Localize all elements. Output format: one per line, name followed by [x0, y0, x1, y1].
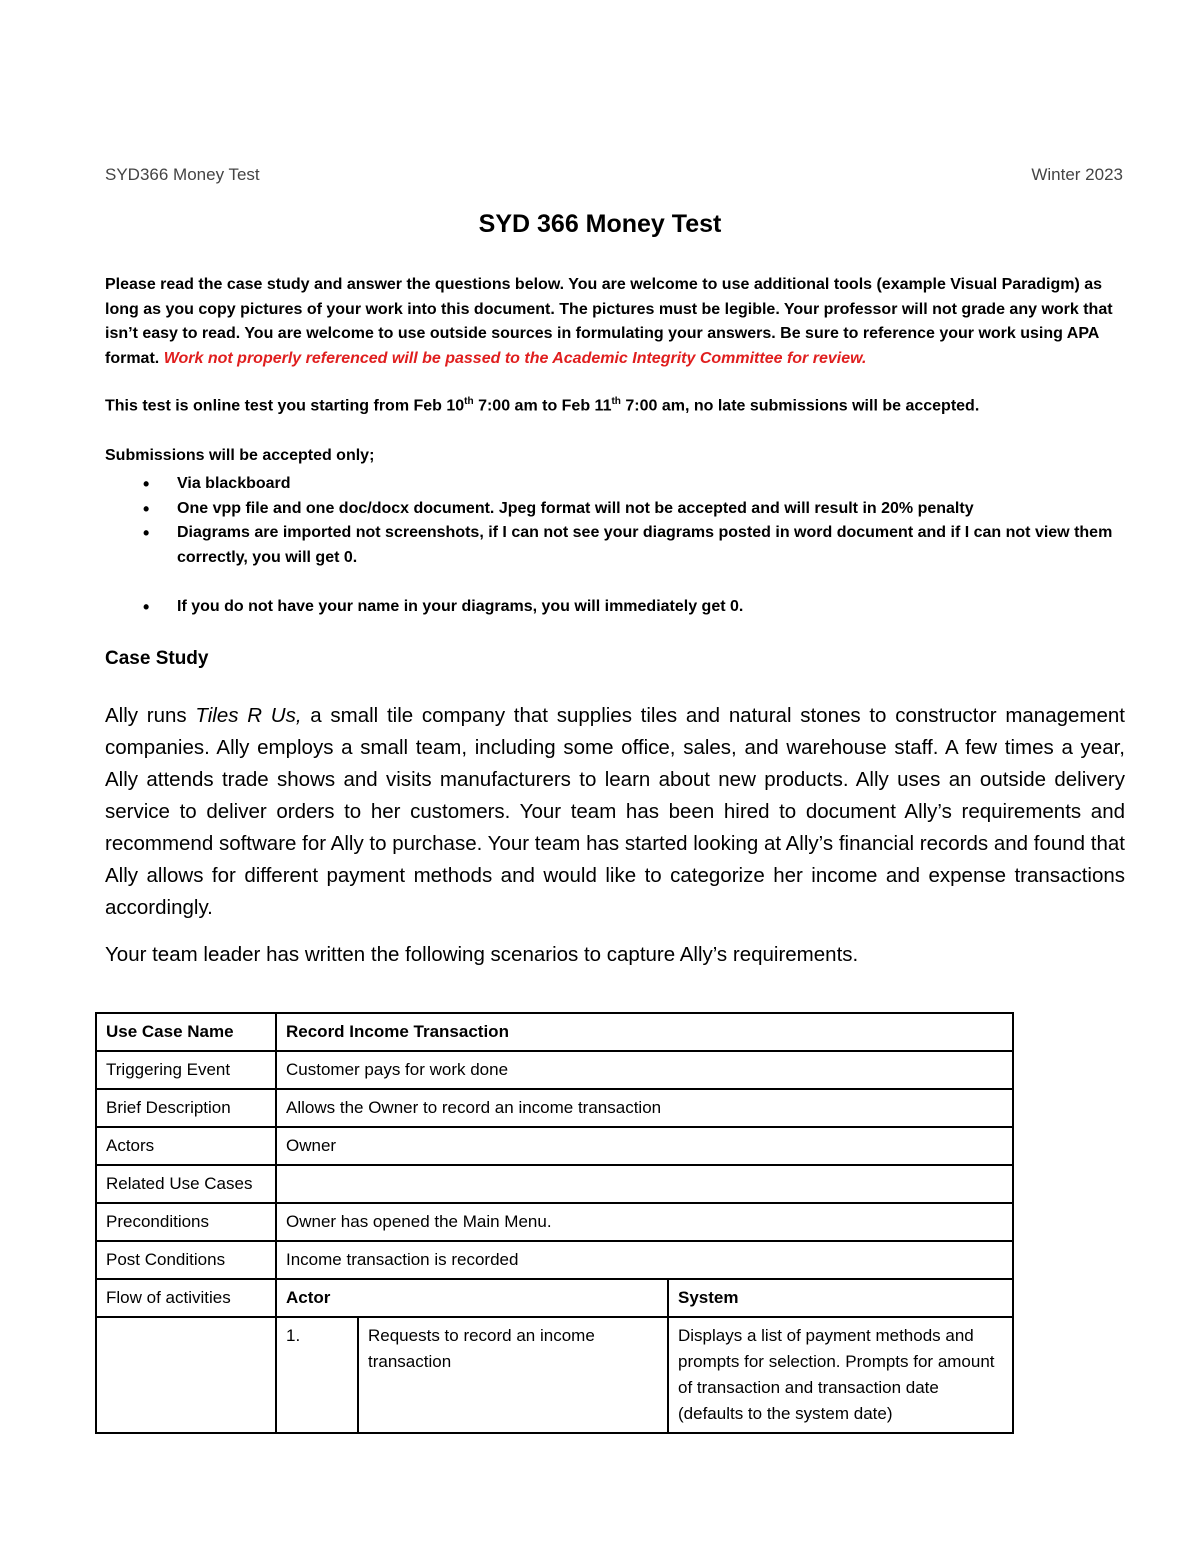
row-label: Triggering Event	[96, 1051, 276, 1089]
table-row	[96, 1317, 1013, 1433]
company-name: Tiles R Us,	[195, 704, 302, 727]
scenarios-intro: Your team leader has written the following scenarios to capture Ally’s requirements.	[105, 943, 859, 966]
case-body-text: a small tile company that supplies tiles and natural stones to constructor management companies. Ally employs a small team, including some office, sales, and warehouse staff. A few times a year, Ally attends trade shows and visits manufacturers to learn about new products. Ally uses an outside delivery service to deliver orders to her customers. Your team has been hired to document Ally’s requirements and recommend software for Ally to purchase. Your team has started looking at Ally’s financial records and found that Ally allows for different payment methods and would like to categorize her income and expense transactions accordingly.	[105, 704, 1125, 919]
actor-header: Actor	[276, 1279, 668, 1317]
online-sup1: th	[464, 396, 474, 407]
submission-rule: • Via blackboard	[105, 472, 1125, 497]
case-study-heading: Case Study	[105, 648, 209, 669]
table-row	[96, 1241, 1013, 1279]
submission-rule: • One vpp file and one doc/docx document. Jpeg format will not be accepted and will result in 20% penalty	[105, 497, 1125, 522]
step-system: Displays a list of payment methods and prompts for selection. Prompts for amount of transaction and transaction date (defaults to the system date)	[668, 1317, 1013, 1433]
case-intro: Ally runs	[105, 704, 196, 727]
online-part3: 7:00 am, no late submissions will be accepted.	[620, 397, 980, 415]
submissions-heading: Submissions will be accepted only;	[105, 447, 375, 464]
submission-rule: • If you do not have your name in your diagrams, you will immediately get 0.	[105, 595, 1125, 620]
row-value: Owner	[276, 1127, 1013, 1165]
row-label: Actors	[96, 1127, 276, 1165]
row-value	[276, 1165, 1013, 1203]
online-part2: 7:00 am to Feb 11	[473, 397, 612, 415]
running-header-left: SYD366 Money Test	[105, 165, 260, 184]
running-header-right: Winter 2023	[1031, 165, 1123, 184]
online-test-notice	[105, 396, 979, 415]
flow-empty-cell	[96, 1317, 276, 1433]
table-row	[96, 1165, 1013, 1203]
document-title: SYD 366 Money Test	[478, 210, 722, 238]
row-value: Allows the Owner to record an income transaction	[276, 1089, 1013, 1127]
row-label: Preconditions	[96, 1203, 276, 1241]
online-part1: This test is online test you starting from Feb 10	[105, 397, 465, 415]
table-row	[96, 1051, 1013, 1089]
use-case-table	[95, 1012, 1014, 1434]
instructions-paragraph	[105, 273, 1125, 371]
table-row	[96, 1089, 1013, 1127]
table-row	[96, 1127, 1013, 1165]
step-actor: Requests to record an income transaction	[358, 1317, 668, 1433]
table-row	[96, 1203, 1013, 1241]
table-row	[96, 1013, 1013, 1051]
row-label: Use Case Name	[96, 1013, 276, 1051]
row-value: Record Income Transaction	[276, 1013, 1013, 1051]
row-value: Customer pays for work done	[276, 1051, 1013, 1089]
integrity-warning: Work not properly referenced will be passed to the Academic Integrity Committee for review.	[163, 349, 867, 367]
row-label: Post Conditions	[96, 1241, 276, 1279]
row-value: Income transaction is recorded	[276, 1241, 1013, 1279]
case-study-paragraph	[105, 700, 1125, 924]
row-label: Brief Description	[96, 1089, 276, 1127]
row-value: Owner has opened the Main Menu.	[276, 1203, 1013, 1241]
flow-label: Flow of activities	[96, 1279, 276, 1317]
row-label: Related Use Cases	[96, 1165, 276, 1203]
submission-rules-list	[105, 472, 1125, 620]
instructions-text: Please read the case study and answer the questions below. You are welcome to use additional tools (example Visual Paradigm) as long as you copy pictures of your work into this document. The pictures must be legible. Your professor will not grade any work that isn’t easy to read. You are welcome to use outside sources in formulating your answers. Be sure to reference your work using APA format.	[105, 276, 1113, 367]
table-row	[96, 1279, 1013, 1317]
system-header: System	[668, 1279, 1013, 1317]
step-number: 1.	[276, 1317, 358, 1433]
submission-rule: • Diagrams are imported not screenshots, if I can not see your diagrams posted in word document and if I can not view them correctly, you will get 0.	[105, 521, 1125, 570]
online-sup2: th	[611, 396, 621, 407]
